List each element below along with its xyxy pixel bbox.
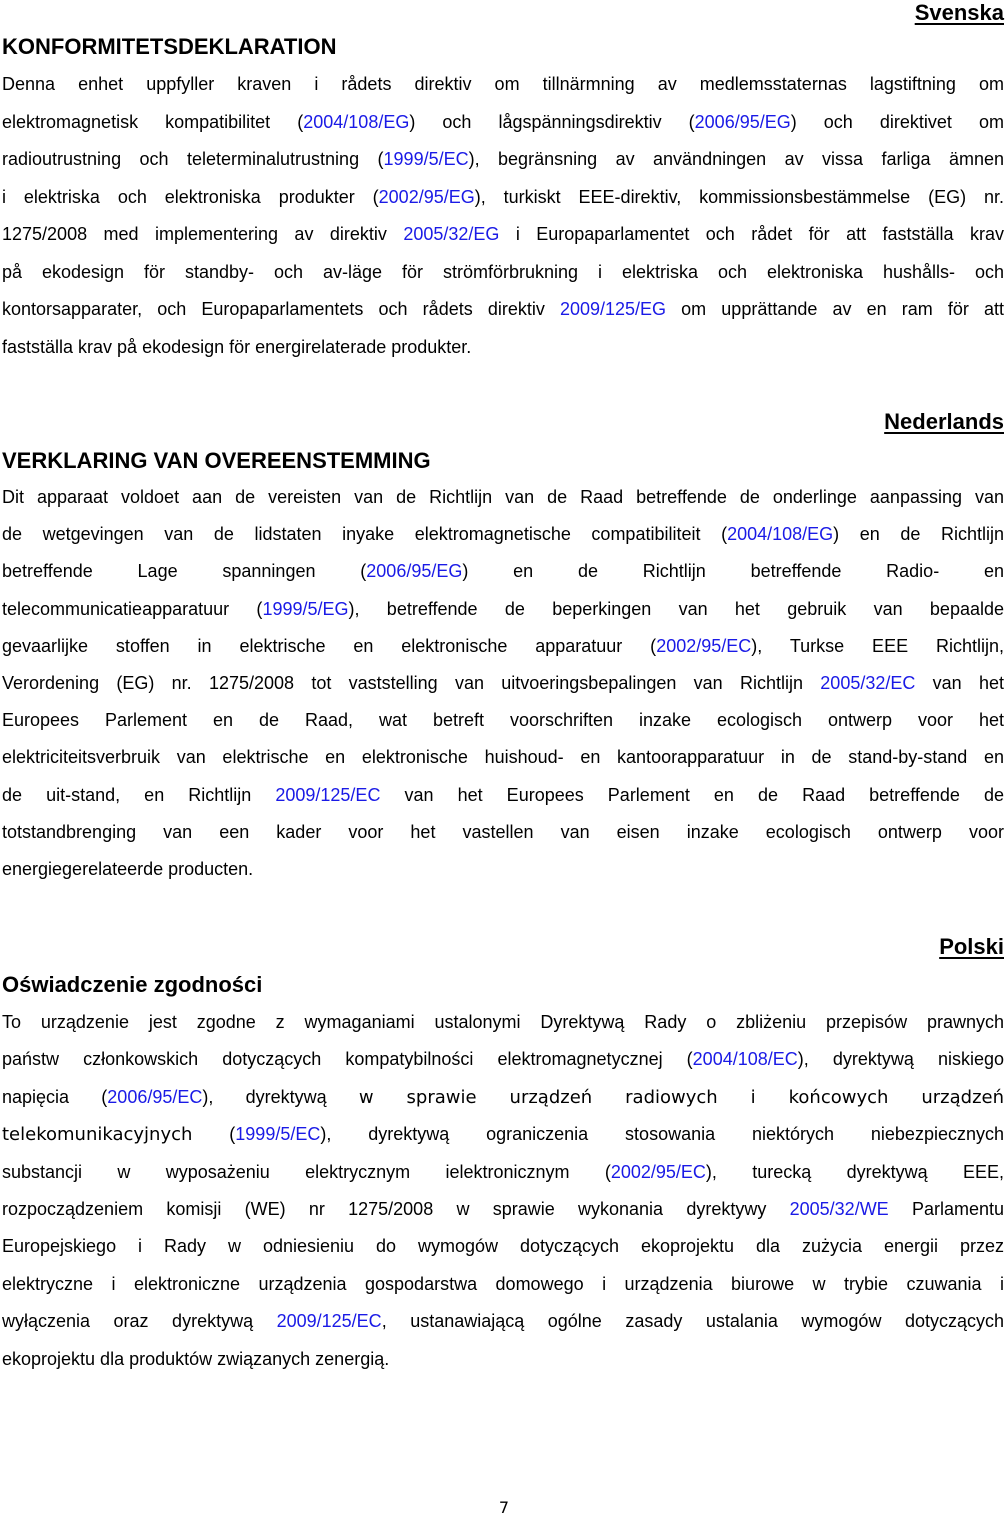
text-segment: energiegerelateerde producten. [2, 859, 254, 879]
text-segment: wyłączenia oraz dyrektywą [2, 1311, 277, 1332]
text-line [2, 709, 1004, 731]
text-segment: kontorsapparater, och Europaparlamentets och rådets direktiv [2, 299, 560, 319]
directive-reference: 1999/5/EC [235, 1124, 321, 1145]
text-segment: rozpocządzeniem komisji (WE) nr 1275/2008 w sprawie wykonania dyrektywy [2, 1199, 790, 1219]
text-segment: napięcia ( [2, 1086, 108, 1107]
text-line [2, 821, 1004, 843]
text-segment: ), dyrektywą ograniczenia stosowania niektórych niebezpiecznych [320, 1124, 1004, 1145]
text-line [2, 1161, 1004, 1183]
text-segment: radioutrustning och teleterminalutrustning ( [2, 149, 384, 169]
text-line [2, 486, 1004, 508]
text-segment: gevaarlijke stoffen in elektrische en elektronische apparatuur ( [2, 635, 657, 656]
directive-reference: 2009/125/EG [559, 299, 667, 319]
text-line [2, 746, 1004, 768]
text-line [2, 298, 1004, 320]
text-segment: Verordening (EG) nr. 1275/2008 tot vaststelling van uitvoeringsbepalingen van Richtlijn [2, 673, 821, 693]
text-line [2, 635, 1004, 657]
text-segment: Parlamentu [888, 1199, 1004, 1219]
text-line [2, 1273, 1004, 1295]
text-segment: elektriciteitsverbruik van elektrische en elektronische huishoud- en kantoorapparatuur in de stand-by-stand en [2, 747, 1004, 768]
text-segment: ), Turkse EEE Richtlijn, [751, 635, 1004, 656]
text-segment: ekoprojektu dla produktów związanych zenergią. [2, 1348, 390, 1369]
directive-reference: 2004/108/EG [303, 111, 410, 132]
text-segment: ( [192, 1124, 236, 1145]
text-line [2, 1086, 1004, 1109]
text-line [2, 858, 253, 880]
text-segment: Europees Parlement en de Raad, wat betreft voorschriften inzake ecologisch ontwerp voor het [2, 710, 1004, 731]
text-segment: ), betreffende de beperkingen van het gebruik van bepaalde [348, 598, 1004, 619]
directive-reference: 2006/95/EC [107, 1086, 203, 1107]
heading-nederlands: VERKLARING VAN OVEREENSTEMMING [2, 448, 431, 473]
heading-svenska: KONFORMITETSDEKLARATION [2, 34, 337, 59]
text-line [2, 1048, 1004, 1070]
directive-reference: 2002/95/EC [656, 635, 752, 656]
text-segment: van het Europees Parlement en de Raad betreffende de [380, 784, 1004, 805]
text-line [2, 1011, 1004, 1033]
text-segment: państw członkowskich dotyczących kompatybilności elektromagnetycznej ( [2, 1049, 693, 1070]
text-segment: ), dyrektywą [202, 1086, 359, 1107]
text-segment: Dit apparaat voldoet aan de vereisten van de Richtlijn van de Raad betreffende de onderlinge aanpassing van [2, 487, 1004, 507]
text-segment: ), dyrektywą niskiego [797, 1049, 1004, 1070]
directive-reference: 2005/32/WE [789, 1199, 889, 1219]
text-segment: i elektriska och elektroniska produkter ( [2, 186, 379, 207]
text-segment: fastställa krav på ekodesign för energirelaterade produkter. [2, 336, 472, 357]
text-segment: telecommunicatieapparatuur ( [2, 598, 263, 619]
directive-reference: 2006/95/EG [694, 111, 791, 132]
text-segment: substancji w wyposażeniu elektrycznym ielektronicznym ( [2, 1161, 611, 1182]
text-segment: Denna enhet uppfyller kraven i rådets direktiv om tillnärmning av medlemsstaternas lagstiftning om [2, 74, 1004, 94]
text-line [2, 1235, 1004, 1257]
text-segment: telekomunikacyjnych [2, 1124, 193, 1146]
text-segment: To urządzenie jest zgodne z wymaganiami ustalonymi Dyrektywą Rady o zbliżeniu przepisów prawnych [2, 1012, 1004, 1032]
text-line [2, 336, 471, 358]
text-line [2, 1123, 1004, 1146]
section-language-svenska: Svenska [914, 0, 1004, 25]
text-segment: ) en de Richtlijn [833, 524, 1004, 545]
heading-polski: Oświadczenie zgodności [2, 972, 263, 997]
text-segment: ), turecką dyrektywą EEE, [705, 1161, 1004, 1182]
text-segment: 1275/2008 med implementering av direktiv [2, 224, 404, 244]
text-segment: betreffende Lage spanningen ( [2, 561, 367, 582]
directive-reference: 2005/32/EG [403, 224, 500, 244]
text-segment: ), begränsning av användningen av vissa farliga ämnen [468, 149, 1005, 169]
text-segment: ) och direktivet om [790, 111, 1004, 132]
text-line [2, 261, 1004, 283]
directive-reference: 2002/95/EC [610, 1161, 706, 1182]
text-segment: w sprawie urządzeń radiowych i końcowych urządzeń [358, 1086, 1005, 1108]
text-segment: de uit-stand, en Richtlijn [2, 784, 276, 805]
text-line [2, 523, 1004, 545]
text-line [2, 148, 1004, 170]
text-segment: totstandbrenging van een kader voor het vastellen van eisen inzake ecologisch ontwerp voor [2, 821, 1004, 842]
directive-reference: 2004/108/EG [727, 524, 834, 545]
text-line [2, 672, 1004, 694]
text-line [2, 784, 1004, 806]
text-line [2, 186, 1004, 208]
directive-reference: 2004/108/EC [692, 1049, 798, 1070]
text-segment: elektryczne i elektroniczne urządzenia gospodarstwa domowego i urządzenia biurowe w trybie czuwania i [2, 1273, 1004, 1294]
text-line [2, 1348, 389, 1370]
text-segment: om upprättande av en ram för att [666, 299, 1004, 319]
directive-reference: 2009/125/EC [276, 1311, 382, 1332]
directive-reference: 2002/95/EG [378, 186, 475, 207]
page-number: 7 [498, 1498, 510, 1517]
text-segment: van het [915, 673, 1004, 693]
directive-reference: 1999/5/EC [383, 149, 469, 169]
text-segment: ), turkiskt EEE-direktiv, kommissionsbestämmelse (EG) nr. [474, 186, 1005, 207]
directive-reference: 2009/125/EC [275, 784, 381, 805]
text-line [2, 598, 1004, 620]
text-line [2, 1310, 1004, 1332]
text-segment: ) och lågspänningsdirektiv ( [409, 111, 695, 132]
text-segment: Europejskiego i Rady w odniesieniu do wymogów dotyczących ekoprojektu dla zużycia energii przez [2, 1236, 1004, 1257]
text-line [2, 73, 1004, 95]
text-line [2, 1198, 1004, 1220]
text-line [2, 560, 1004, 582]
section-language-nederlands: Nederlands [884, 409, 1004, 434]
text-segment: ) en de Richtlijn betreffende Radio- en [462, 561, 1005, 582]
text-segment: på ekodesign för standby- och av-läge för strömförbrukning i elektriska och elektroniska hushålls- och [2, 261, 1004, 282]
text-segment: de wetgevingen van de lidstaten inyake elektromagnetische compatibiliteit ( [2, 524, 728, 545]
directive-reference: 2005/32/EC [820, 673, 916, 693]
directive-reference: 1999/5/EG [262, 598, 349, 619]
text-segment: elektromagnetisk kompatibilitet ( [2, 111, 304, 132]
section-language-polski: Polski [939, 934, 1004, 959]
text-segment: i Europaparlamentet och rådet för att fastställa krav [499, 224, 1004, 244]
text-segment: , ustanawiającą ogólne zasady ustalania wymogów dotyczących [381, 1311, 1004, 1332]
text-line [2, 111, 1004, 133]
directive-reference: 2006/95/EG [366, 561, 463, 582]
text-line [2, 223, 1004, 245]
